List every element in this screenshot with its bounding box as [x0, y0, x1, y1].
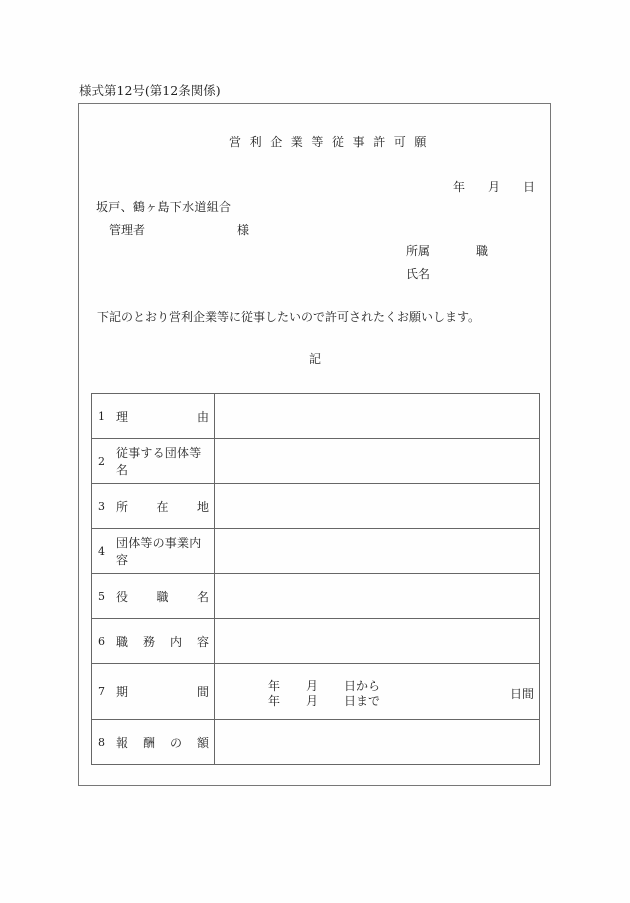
period-from: 年 月 日から	[268, 679, 381, 693]
addressee-organization: 坂戸、鶴ヶ島下水道組合	[96, 200, 232, 214]
row-label	[92, 664, 215, 720]
request-statement: 下記のとおり営利企業等に従事したいので許可されたくお願いします。	[97, 310, 481, 324]
form-number-label: 様式第12号(第12条関係)	[79, 83, 221, 98]
organization-name-field[interactable]	[215, 439, 540, 484]
period-to: 年 月 日まで	[268, 694, 381, 708]
business-content-field[interactable]	[215, 529, 540, 574]
reason-field[interactable]	[215, 394, 540, 439]
row-label	[92, 529, 215, 574]
row-label-text: 団体等の事業内容	[116, 536, 202, 567]
date-row	[453, 178, 535, 195]
date-year-label: 年	[453, 180, 466, 194]
table-row-location	[92, 484, 540, 529]
row-label-text: 従事する団体等名	[116, 446, 202, 477]
row-label-text: 理 由	[116, 409, 209, 424]
form-title: 営利企業等従事許可願	[229, 135, 436, 149]
table-row-organization-name	[92, 439, 540, 484]
row-number: 5	[98, 589, 105, 603]
row-number: 7	[98, 685, 105, 698]
table-row-compensation	[92, 720, 540, 765]
row-label	[92, 619, 215, 664]
applicant-department-label: 所属	[406, 244, 431, 258]
period-days-label: 日間	[509, 687, 534, 701]
table-row-position-title	[92, 574, 540, 619]
position-title-field[interactable]	[215, 574, 540, 619]
compensation-field[interactable]	[215, 720, 540, 765]
location-field[interactable]	[215, 484, 540, 529]
row-number: 4	[98, 544, 105, 558]
row-label	[92, 720, 215, 765]
row-label-text: 報 酬 の 額	[116, 735, 209, 750]
row-label-text: 職 務 内 容	[116, 634, 209, 649]
row-number: 6	[98, 634, 105, 648]
table-row-duties	[92, 619, 540, 664]
row-label-text: 所 在 地	[116, 499, 209, 514]
row-label-text: 役 職 名	[116, 589, 209, 604]
row-number: 1	[98, 409, 105, 423]
table-row-period	[92, 664, 540, 720]
addressee-manager: 管理者	[109, 223, 146, 237]
row-label-text: 期 間	[116, 685, 209, 699]
ki-heading: 記	[309, 352, 322, 366]
row-label	[92, 439, 215, 484]
period-field[interactable]	[215, 664, 540, 720]
row-label	[92, 574, 215, 619]
table-row-business-content	[92, 529, 540, 574]
row-number: 2	[98, 454, 105, 468]
row-label	[92, 484, 215, 529]
applicant-position-label: 職	[476, 244, 489, 258]
duties-field[interactable]	[215, 619, 540, 664]
addressee-honorific: 様	[237, 223, 250, 237]
row-number: 8	[98, 735, 105, 749]
table-row-reason	[92, 394, 540, 439]
date-month-label: 月	[487, 180, 500, 194]
detail-table	[91, 393, 540, 765]
row-label	[92, 394, 215, 439]
row-number: 3	[98, 499, 105, 513]
date-day-label: 日	[522, 180, 535, 194]
applicant-name-label: 氏名	[406, 267, 431, 281]
